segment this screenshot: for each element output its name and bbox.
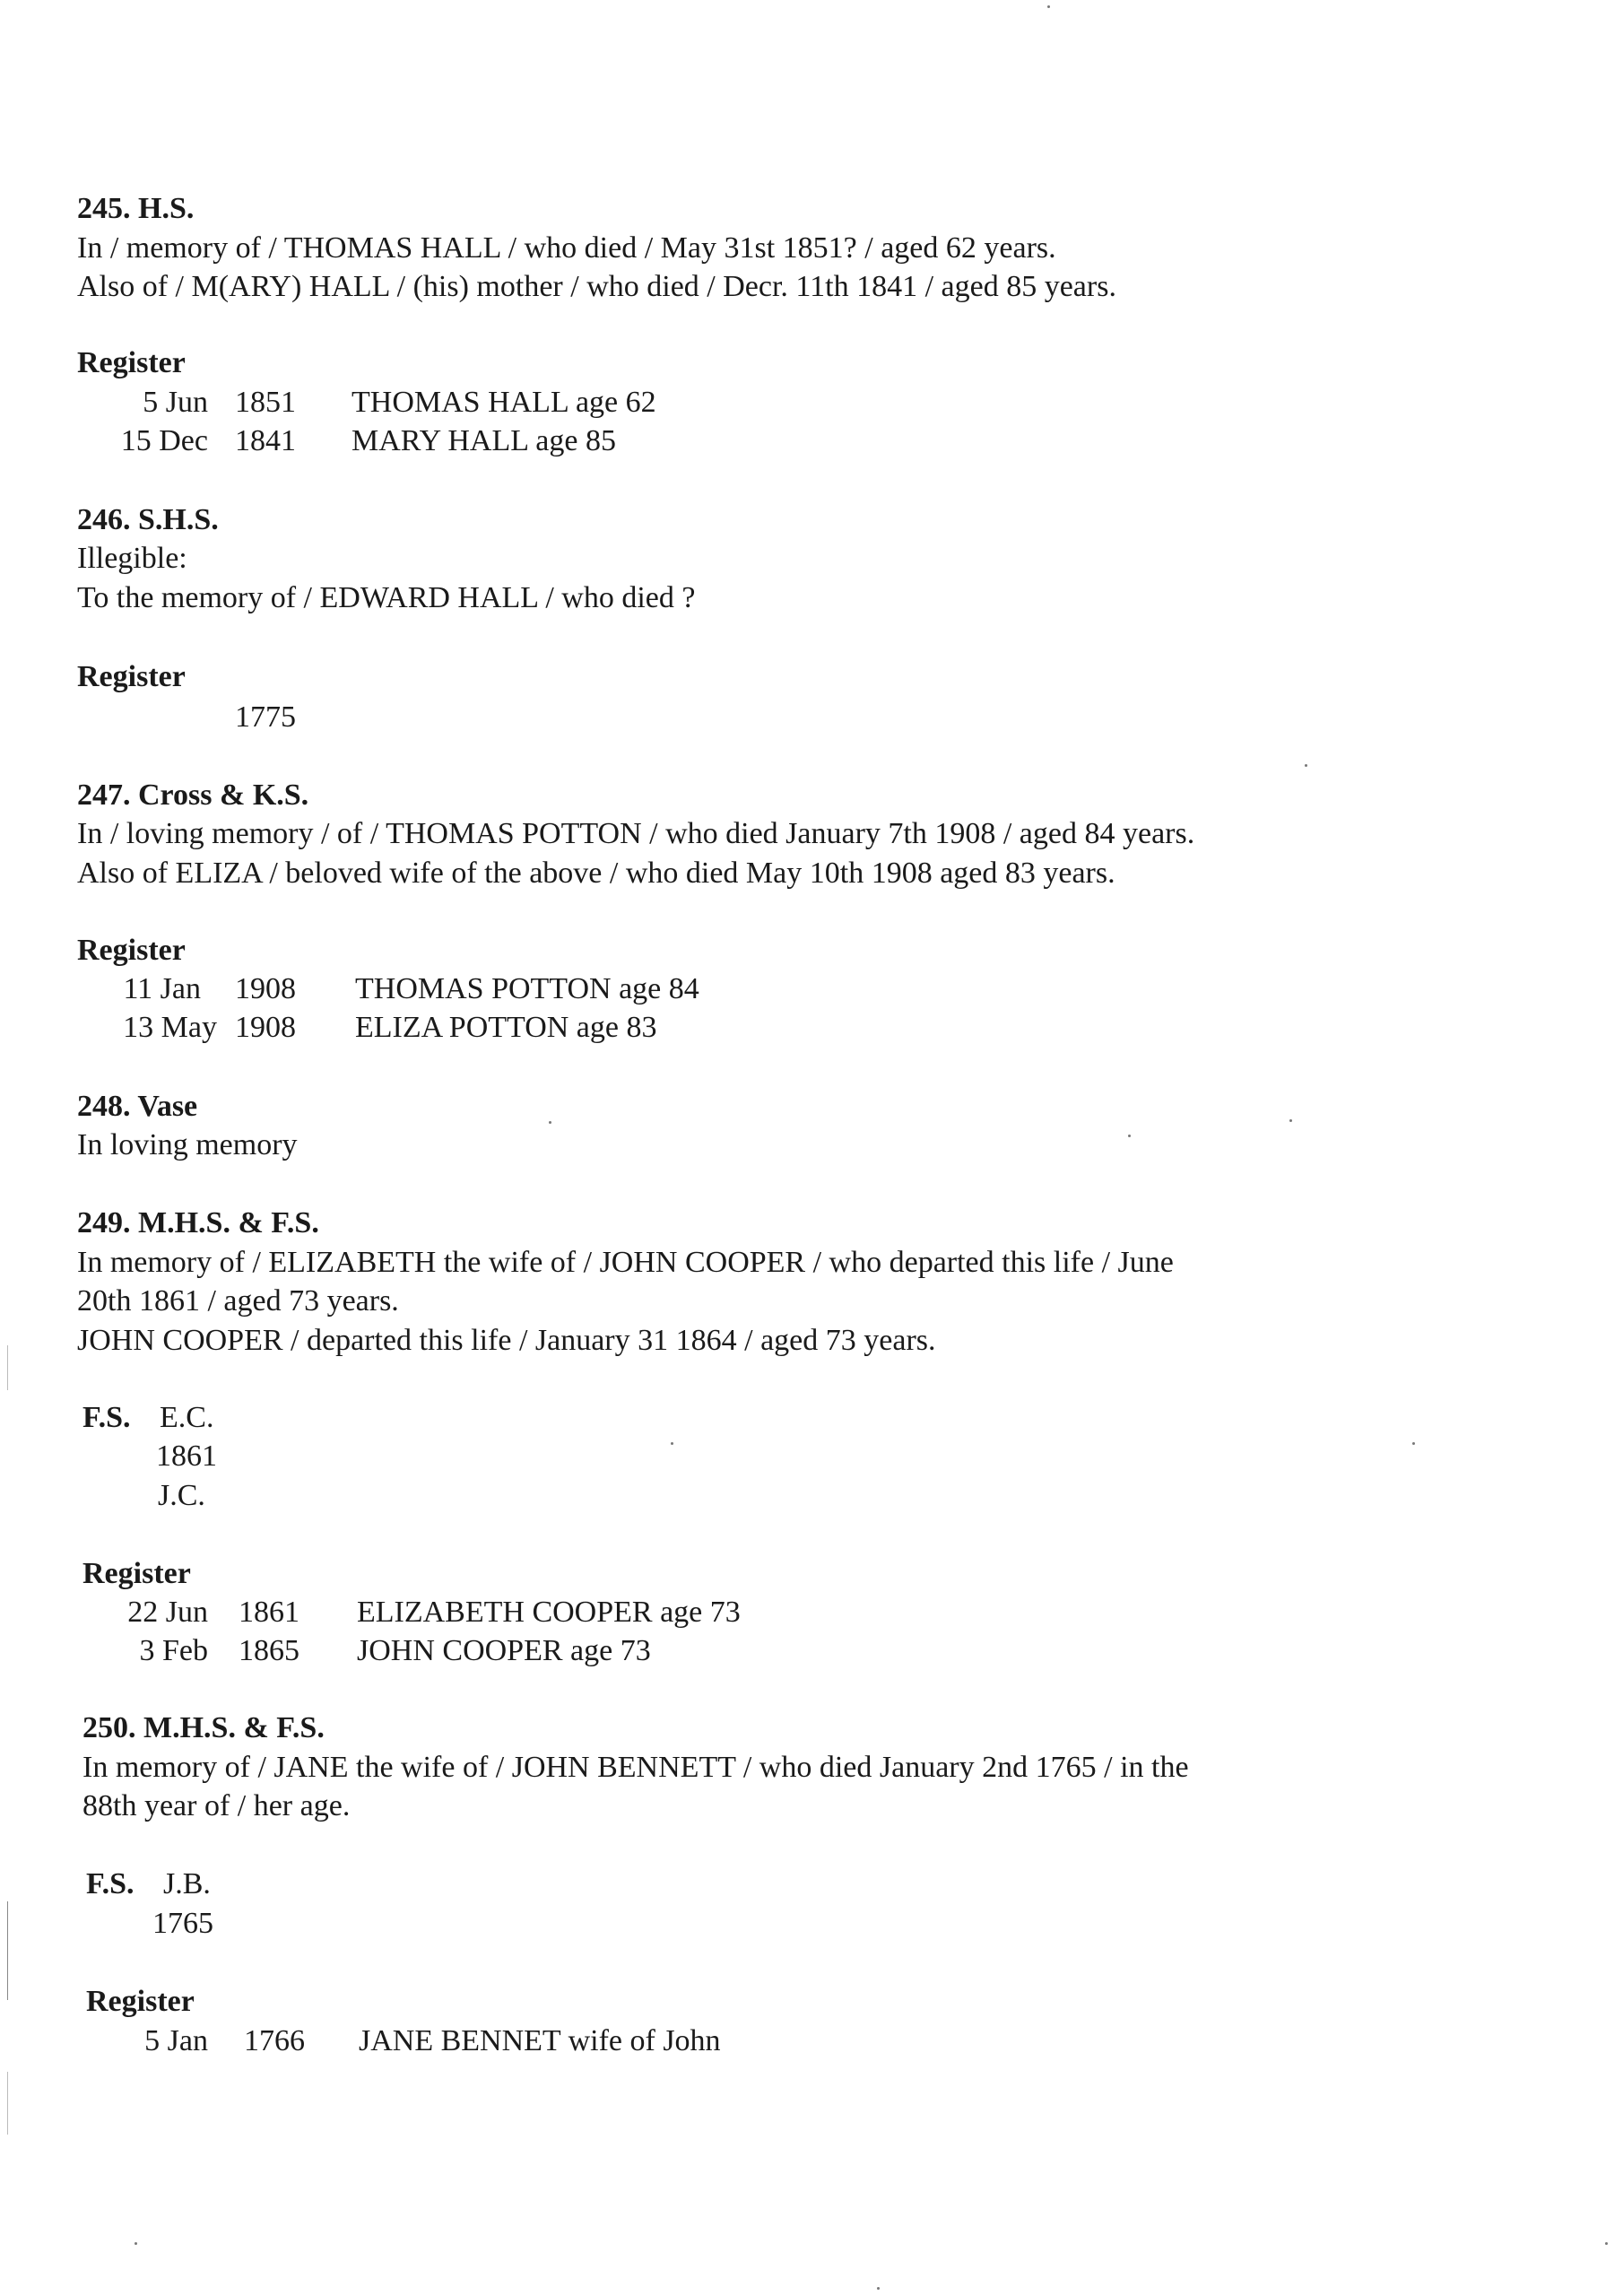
register-date: 3 Feb — [139, 1634, 208, 1667]
register-entry: JOHN COOPER age 73 — [357, 1634, 651, 1667]
inscription-line: To the memory of / EDWARD HALL / who died ? — [77, 581, 696, 614]
entry-heading: 250. M.H.S. & F.S. — [82, 1711, 325, 1744]
footstone-line: J.C. — [158, 1479, 205, 1512]
footstone-line: E.C. — [160, 1401, 214, 1434]
scan-speck — [671, 1442, 673, 1445]
register-label: Register — [77, 934, 186, 967]
inscription-line: Illegible: — [77, 542, 187, 575]
register-entry: ELIZA POTTON age 83 — [355, 1011, 657, 1044]
scan-speck — [1605, 2242, 1608, 2245]
register-entry: THOMAS HALL age 62 — [352, 386, 656, 419]
footstone-line: 1861 — [156, 1439, 217, 1473]
register-year: 1865 — [239, 1634, 299, 1667]
scan-speck — [1305, 764, 1307, 767]
scan-speck — [549, 1121, 551, 1124]
register-year: 1766 — [244, 2024, 305, 2057]
register-entry: ELIZABETH COOPER age 73 — [357, 1596, 741, 1629]
register-year: 1908 — [235, 972, 296, 1005]
footstone-label: F.S. — [86, 1867, 135, 1900]
register-date: 13 May — [123, 1011, 217, 1044]
scan-speck — [1047, 5, 1050, 8]
inscription-line: 20th 1861 / aged 73 years. — [77, 1284, 399, 1318]
register-date: 5 Jan — [144, 2024, 208, 2057]
scan-speck — [135, 2242, 137, 2245]
scan-speck — [1128, 1135, 1131, 1137]
entry-heading: 245. H.S. — [77, 192, 195, 225]
scan-speck — [1412, 1442, 1415, 1445]
register-year: 1851 — [235, 386, 296, 419]
inscription-line: In memory of / JANE the wife of / JOHN BENNETT / who died January 2nd 1765 / in the — [82, 1751, 1189, 1784]
register-label: Register — [77, 346, 186, 379]
entry-heading: 248. Vase — [77, 1090, 198, 1123]
entry-heading: 246. S.H.S. — [77, 503, 219, 536]
register-year: 1775 — [235, 700, 296, 734]
register-date: 22 Jun — [127, 1596, 208, 1629]
inscription-line: Also of / M(ARY) HALL / (his) mother / who died / Decr. 11th 1841 / aged 85 years. — [77, 270, 1116, 303]
inscription-line: JOHN COOPER / departed this life / January 31 1864 / aged 73 years. — [77, 1324, 936, 1357]
scan-speck — [877, 2287, 880, 2290]
scan-edge-mark — [7, 1345, 8, 1390]
footstone-line: 1765 — [152, 1907, 213, 1940]
inscription-line: In / memory of / THOMAS HALL / who died / May 31st 1851? / aged 62 years. — [77, 231, 1056, 265]
register-entry: JANE BENNET wife of John — [359, 2024, 721, 2057]
register-date: 5 Jun — [143, 386, 208, 419]
register-entry: MARY HALL age 85 — [352, 424, 616, 457]
register-entry: THOMAS POTTON age 84 — [355, 972, 699, 1005]
inscription-line: In memory of / ELIZABETH the wife of / JOHN COOPER / who departed this life / June — [77, 1246, 1174, 1279]
register-year: 1908 — [235, 1011, 296, 1044]
scan-speck — [1289, 1119, 1292, 1122]
register-label: Register — [82, 1557, 191, 1590]
scan-edge-mark — [7, 1901, 8, 2000]
register-label: Register — [86, 1985, 195, 2018]
inscription-line: 88th year of / her age. — [82, 1789, 351, 1822]
inscription-line: Also of ELIZA / beloved wife of the above / who died May 10th 1908 aged 83 years. — [77, 857, 1115, 890]
inscription-line: In loving memory — [77, 1128, 298, 1161]
register-label: Register — [77, 660, 186, 693]
register-year: 1861 — [239, 1596, 299, 1629]
register-date: 15 Dec — [120, 424, 208, 457]
inscription-line: In / loving memory / of / THOMAS POTTON / who died January 7th 1908 / aged 84 years. — [77, 817, 1195, 850]
entry-heading: 249. M.H.S. & F.S. — [77, 1206, 319, 1239]
register-year: 1841 — [235, 424, 296, 457]
register-date: 11 Jan — [123, 972, 201, 1005]
footstone-line: J.B. — [163, 1867, 211, 1900]
entry-heading: 247. Cross & K.S. — [77, 778, 309, 812]
footstone-label: F.S. — [82, 1401, 131, 1434]
scan-edge-mark — [7, 2072, 8, 2135]
